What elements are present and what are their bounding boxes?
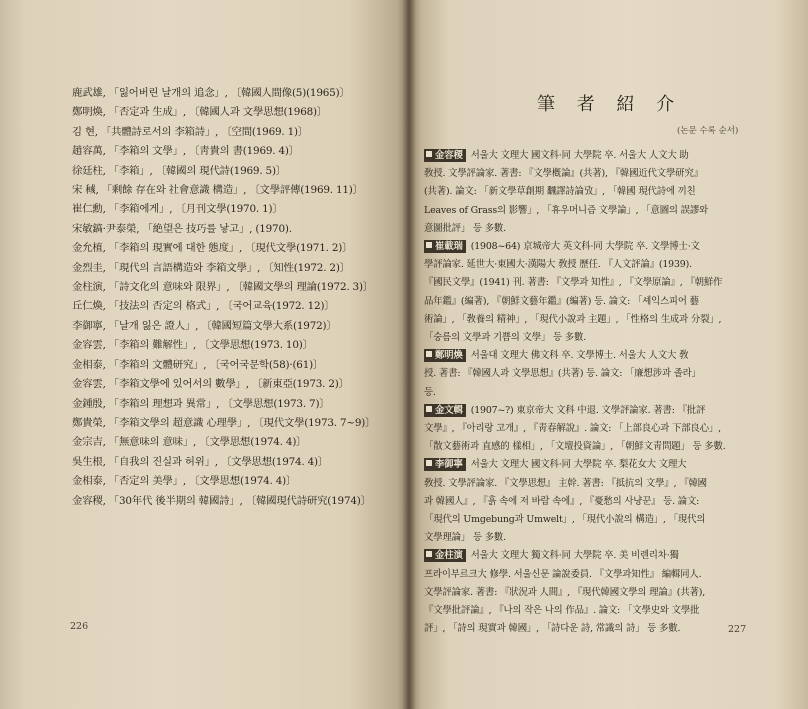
reference-item: 金容雲, 「李箱의 難解性」, 〔文學思想(1973. 10)〕 xyxy=(72,339,313,352)
reference-item: 金鍾殷, 「李箱의 理想과 異常」, 〔文學思想(1973. 7)〕 xyxy=(72,397,330,410)
author-name-badge xyxy=(424,549,466,562)
reference-item: 金允植, 「李箱의 現實에 대한 態度」, 〔現代文學(1971. 2)〕 xyxy=(72,242,353,255)
author-entry xyxy=(424,238,796,347)
square-bullet-icon xyxy=(426,406,432,412)
page-number-right: 227 xyxy=(728,624,747,635)
reference-item: 鄭明煥, 「否定과 生成」, 〔韓國人과 文學思想(1968)〕 xyxy=(72,106,328,119)
reference-item: 金相泰, 「否定의 美學」, 〔文學思想(1974. 4)〕 xyxy=(72,475,297,488)
reference-item: 金容雲, 「李箱文學에 있어서의 數學」, 〔新東亞(1973. 2)〕 xyxy=(72,378,349,391)
author-name-badge xyxy=(424,240,466,253)
bio-line: 評」, 「詩의 現實과 韓國」, 「詩다운 詩, 常識의 詩」 등 多數. xyxy=(424,623,681,635)
reference-item: 鄭貴榮, 「李箱文學의 超意識 心理學」, 〔現代文學(1973. 7~9)〕 xyxy=(72,416,376,429)
bio-line: Leaves of Grass의 影響」, 「휴우머니즘 文學論」, 「意圖의 誤謬와 xyxy=(424,204,709,216)
reference-item: 丘仁煥, 「技法의 否定의 格式」, 〔국어교육(1972. 12)〕 xyxy=(72,300,335,313)
author-name-badge xyxy=(424,149,466,162)
author-name: 鄭明煥 xyxy=(435,350,463,362)
author-entry xyxy=(424,147,796,238)
bio-line: 「現代의 Umgebung과 Umwelt」, 「現代小說의 構造」, 「現代의 xyxy=(424,514,706,526)
author-name: 崔載瑞 xyxy=(435,241,463,253)
bio-line: 文學理論」 등 多數. xyxy=(424,532,506,544)
book-spine-shadow xyxy=(402,0,416,709)
author-name-badge xyxy=(424,458,466,471)
reference-item: 李御寧, 「날개 잃은 證人」, 〔韓國短篇文學大系(1972)〕 xyxy=(72,319,337,332)
bio-line: 品年鑑』(編著), 『朝鮮文藝年鑑』(編著) 등. 論文: 「셰익스피어 藝 xyxy=(424,295,699,307)
author-name-badge xyxy=(424,349,466,362)
page-title: 筆 者 紹 介 xyxy=(537,94,683,115)
reference-item: 趙容萬, 「李箱의 文學」, 〔靑貴의 書(1969. 4)〕 xyxy=(72,145,299,158)
bio-line: (1908~64) 京城帝大 英文科·同 大學院 卒. 文學博士·文 xyxy=(470,241,700,253)
ordering-note: (논문 수록 순서) xyxy=(677,126,739,136)
bio-line: (共著). 論文: 「新文學草創期 飜譯詩論攷」, 「韓國 現代詩에 끼친 xyxy=(424,186,696,198)
author-entry xyxy=(424,347,796,402)
author-name: 金文輯 xyxy=(435,404,463,416)
bio-line: 과 韓國人』, 『흙 속에 저 바람 속에』, 『憂愁의 사냥꾼』 등. 論文: xyxy=(424,495,700,507)
bio-line: 등. xyxy=(424,386,436,398)
bio-line: 術論」, 「敎養의 精神」, 「現代小說과 主題」, 「性格의 生成과 分裂」, xyxy=(424,313,722,325)
bio-line: 授. 著書: 『韓國人과 文學思想』(共著) 등. 論文: 「廉想涉과 졸라」 xyxy=(424,368,701,380)
bio-line: 『國民文學』(1941) 刊. 著書: 『文學과 知性』, 『文學原論』, 『朝鮮作 xyxy=(424,277,723,289)
square-bullet-icon xyxy=(426,460,432,466)
reference-item: 鹿武雄, 「잃어버린 날개의 追念」, 〔韓國人間像(5)(1965)〕 xyxy=(72,87,350,99)
square-bullet-icon xyxy=(426,242,432,248)
reference-item: 崔仁勳, 「李箱에게」, 〔月刊文學(1970. 1)〕 xyxy=(72,203,283,216)
author-name-badge xyxy=(424,404,466,417)
bio-line: 서울大 文理大 國文科·同 大學院 卒. 梨花女大 文理大 xyxy=(470,459,687,471)
reference-item: 金容稷, 「30年代 後半期의 韓國詩」, 〔韓國現代詩研究(1974)〕 xyxy=(72,494,371,507)
bio-line: 文學評論家. 著書: 『狀況과 人間』, 『現代韓國文學의 理論』(共著), xyxy=(424,586,706,598)
bio-line: 프라이부르크大 修學. 서울신문 論說委員. 『文學과知性』 編輯同人. xyxy=(424,568,702,580)
reference-item: 金宗吉, 「無意味의 意味」, 〔文學思想(1974. 4)〕 xyxy=(72,436,307,449)
square-bullet-icon xyxy=(426,151,432,157)
bio-line: 서울대 文理大 佛文科 卒. 文學博士. 서울大 人文大 敎 xyxy=(470,350,689,362)
right-page xyxy=(409,0,808,709)
reference-item: 金柱演, 「詩文化의 意味와 限界」, 〔韓國文學의 理論(1972. 3)〕 xyxy=(72,281,374,294)
reference-list xyxy=(72,84,394,511)
bio-line: 意圖批評」 등 多數. xyxy=(424,222,506,234)
bio-line: 學評論家. 延世大·東國大·漢陽大 敎授 歷任. 『人文評論』(1939). xyxy=(424,259,692,271)
bio-line: 서울大 文理大 國文科·同 大學院 卒. 서울大 人文大 助 xyxy=(470,150,689,161)
author-entry xyxy=(424,456,796,547)
reference-item: 徐廷柱, 「李箱」, 〔韓國의 現代詩(1969. 5)〕 xyxy=(72,164,286,177)
bio-line: 서울大 文理大 獨文科·同 大學院 卒. 美 비렌리차·獨 xyxy=(470,550,679,562)
page-number-left: 226 xyxy=(70,621,89,632)
author-list xyxy=(424,147,796,638)
bio-line: 「散文藝術과 直感的 樣相」, 「文壇投資論」, 「朝鮮文靑問題」 등 多數. xyxy=(424,441,726,453)
bio-line: 文學』, 『아리랑 고개』, 『靑春解說』. 論文: 「上部良心과 下部良心」, xyxy=(424,423,721,435)
bio-line: 敎授. 文學評論家. 『文學思想』 主幹. 著書: 『抵抗의 文學』, 『韓國 xyxy=(424,477,707,489)
bio-line: (1907~?) 東京帝大 文科 中退. 文學評論家. 著書: 『批評 xyxy=(470,404,706,416)
reference-item: 吳生根, 「自我의 진실과 허위」, 〔文學思想(1974. 4)〕 xyxy=(72,455,329,468)
author-name: 金柱演 xyxy=(435,550,463,562)
author-name: 金容稷 xyxy=(435,150,463,161)
bio-line: 「숭름의 文學과 기쁨의 文學」 등 多數. xyxy=(424,332,587,344)
reference-item: 宋敏鎬·尹泰榮, 「絶望은 技巧를 낳고」, (1970). xyxy=(72,222,292,235)
square-bullet-icon xyxy=(426,551,432,557)
bio-line: 敎授. 文學評論家. 著書: 『文學槪論』(共著), 『韓國近代文學研究』 xyxy=(424,168,703,180)
bio-line: 『文學批評論』, 『나의 작은 나의 作品』. 論文: 「文學史와 文學批 xyxy=(424,605,700,617)
reference-item: 金相泰, 「李箱의 文體研究」, 〔국어국문학(58)·(61)〕 xyxy=(72,358,324,371)
square-bullet-icon xyxy=(426,351,432,357)
author-entry xyxy=(424,402,796,457)
reference-item: 金烈圭, 「現代의 言語構造와 李箱文學」, 〔知性(1972. 2)〕 xyxy=(72,261,350,274)
author-name: 李御寧 xyxy=(435,459,463,471)
reference-item: 김 현, 「共體詩로서의 李箱詩」, 〔空間(1969. 1)〕 xyxy=(72,125,309,138)
reference-item: 宋 稶, 「剩餘 存在와 社會意識 構造」, 〔文學評傳(1969. 11)〕 xyxy=(72,184,363,197)
